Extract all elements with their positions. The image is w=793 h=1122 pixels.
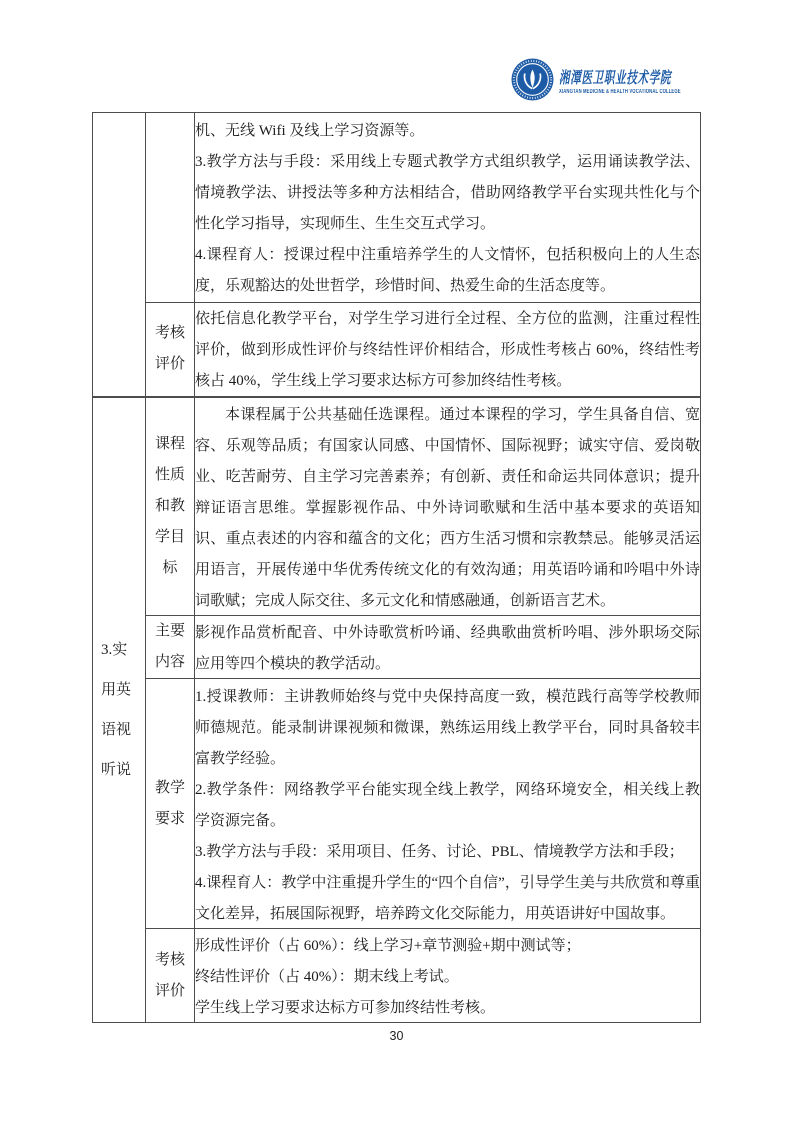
row-header-main-content-cell: [146, 616, 195, 679]
teaching-requirements-overflow-cell: [195, 113, 701, 303]
row-header-assessment-cell: [146, 303, 195, 397]
row-header-label: 教学要求: [154, 779, 185, 827]
table-row: [93, 929, 701, 1023]
paragraph: 1.授课教师：主讲教师始终与党中央保持高度一致，模范践行高等学校教师师德规范。能录制讲课视频和微课，熟练运用线上教学平台，同时具备较丰富教学经验。: [195, 688, 700, 767]
row-header-label: 考核评价: [154, 951, 185, 999]
paragraph: 3.教学方法与手段：采用项目、任务、讨论、PBL、情境教学方法和手段；: [195, 843, 684, 860]
row-header-label: 主要内容: [154, 623, 185, 670]
table-row: [93, 303, 701, 397]
assessment-content-cell: [195, 929, 701, 1023]
paragraph: 终结性评价（占 40%）：期末线上考试。: [195, 968, 459, 985]
assessment-content-cell: [195, 303, 701, 397]
college-name-chinese: 湘潭医卫职业技术学院: [559, 69, 672, 87]
college-logo-text: [559, 65, 733, 95]
paragraph: 学生线上学习要求达标方可参加终结性考核。: [195, 999, 496, 1016]
course-syllabus-table: [92, 112, 701, 1023]
page-number: 30: [389, 1029, 404, 1043]
table-row: [93, 679, 701, 929]
table-row: [93, 113, 701, 303]
row-header-label: 课程性质和教学目标: [154, 435, 185, 576]
paragraph: 3.教学方法与手段：采用线上专题式教学方式组织教学，运用诵读教学法、情境教学法、讲授法等多种方法相结合，借助网络教学平台实现共性化与个性化学习指导，实现师生、生生交互式学习。: [195, 153, 700, 232]
row-header-teaching-requirements-cell: [146, 679, 195, 929]
course-label-cell-empty: [93, 113, 146, 397]
paragraph: 2.教学条件：网络教学平台能实现全线上教学，网络环境安全，相关线上教学资源完备。: [195, 781, 700, 829]
paragraph: 本课程属于公共基础任选课程。通过本课程的学习，学生具备自信、宽容、乐观等品质；有国家认同感、中国情怀、国际视野；诚实守信、爱岗敬业、吃苦耐劳、自主学习完善素养；有创新、责任和命运共同体意识；提升辩证语言思维。掌握影视作品、中外诗词歌赋和生活中基本要求的英语知识、重点表述的内容和蕴含的文化；西方生活习惯和宗教禁忌。能够灵活运用语言，开展传递中华优秀传统文化的有效沟通；用英语吟诵和吟唱中外诗词歌赋；完成人际交往、多元文化和情感融通，创新语言艺术。: [195, 406, 700, 609]
paragraph: 依托信息化教学平台，对学生学习进行全过程、全方位的监测，注重过程性评价，做到形成性评价与终结性评价相结合，形成性考核占 60%，终结性考核占 40%，学生线上学习要求达标方可参加终结性考核。: [195, 311, 700, 390]
row-header-nature-goals-cell: [146, 397, 195, 616]
college-logo: [511, 58, 733, 101]
paragraph: 4.课程育人：教学中注重提升学生的“四个自信”，引导学生美与共欣赏和尊重文化差异，拓展国际视野，培养跨文化交际能力，用英语讲好中国故事。: [195, 874, 700, 922]
teaching-requirements-content-cell: [195, 679, 701, 929]
paragraph: 机、无线 Wifi 及线上学习资源等。: [195, 122, 425, 139]
row-header-assessment-cell: [146, 929, 195, 1023]
paragraph: 4.课程育人：授课过程中注重培养学生的人文情怀，包括积极向上的人生态度，乐观豁达的处世哲学，珍惜时间、热爱生命的生活态度等。: [195, 246, 700, 294]
course-label: 3.实用英语视听说: [101, 641, 132, 778]
main-content-cell: [195, 616, 701, 679]
row-header-label: 考核评价: [154, 325, 185, 373]
college-emblem-icon: [511, 58, 554, 101]
paragraph: 形成性评价（占 60%）：线上学习+章节测验+期中测试等；: [195, 937, 581, 954]
row-header-cell-empty: [146, 113, 195, 303]
college-name-english: XIANGTAN MEDICINE & HEALTH VOCATIONAL COLLEGE: [559, 88, 681, 95]
table-row: [93, 616, 701, 679]
table-row: [93, 397, 701, 616]
nature-goals-content-cell: [195, 397, 701, 616]
paragraph: 影视作品赏析配音、中外诗歌赏析吟诵、经典歌曲赏析吟唱、涉外职场交际应用等四个模块的教学活动。: [195, 624, 700, 672]
course-label-cell: [93, 397, 146, 1023]
